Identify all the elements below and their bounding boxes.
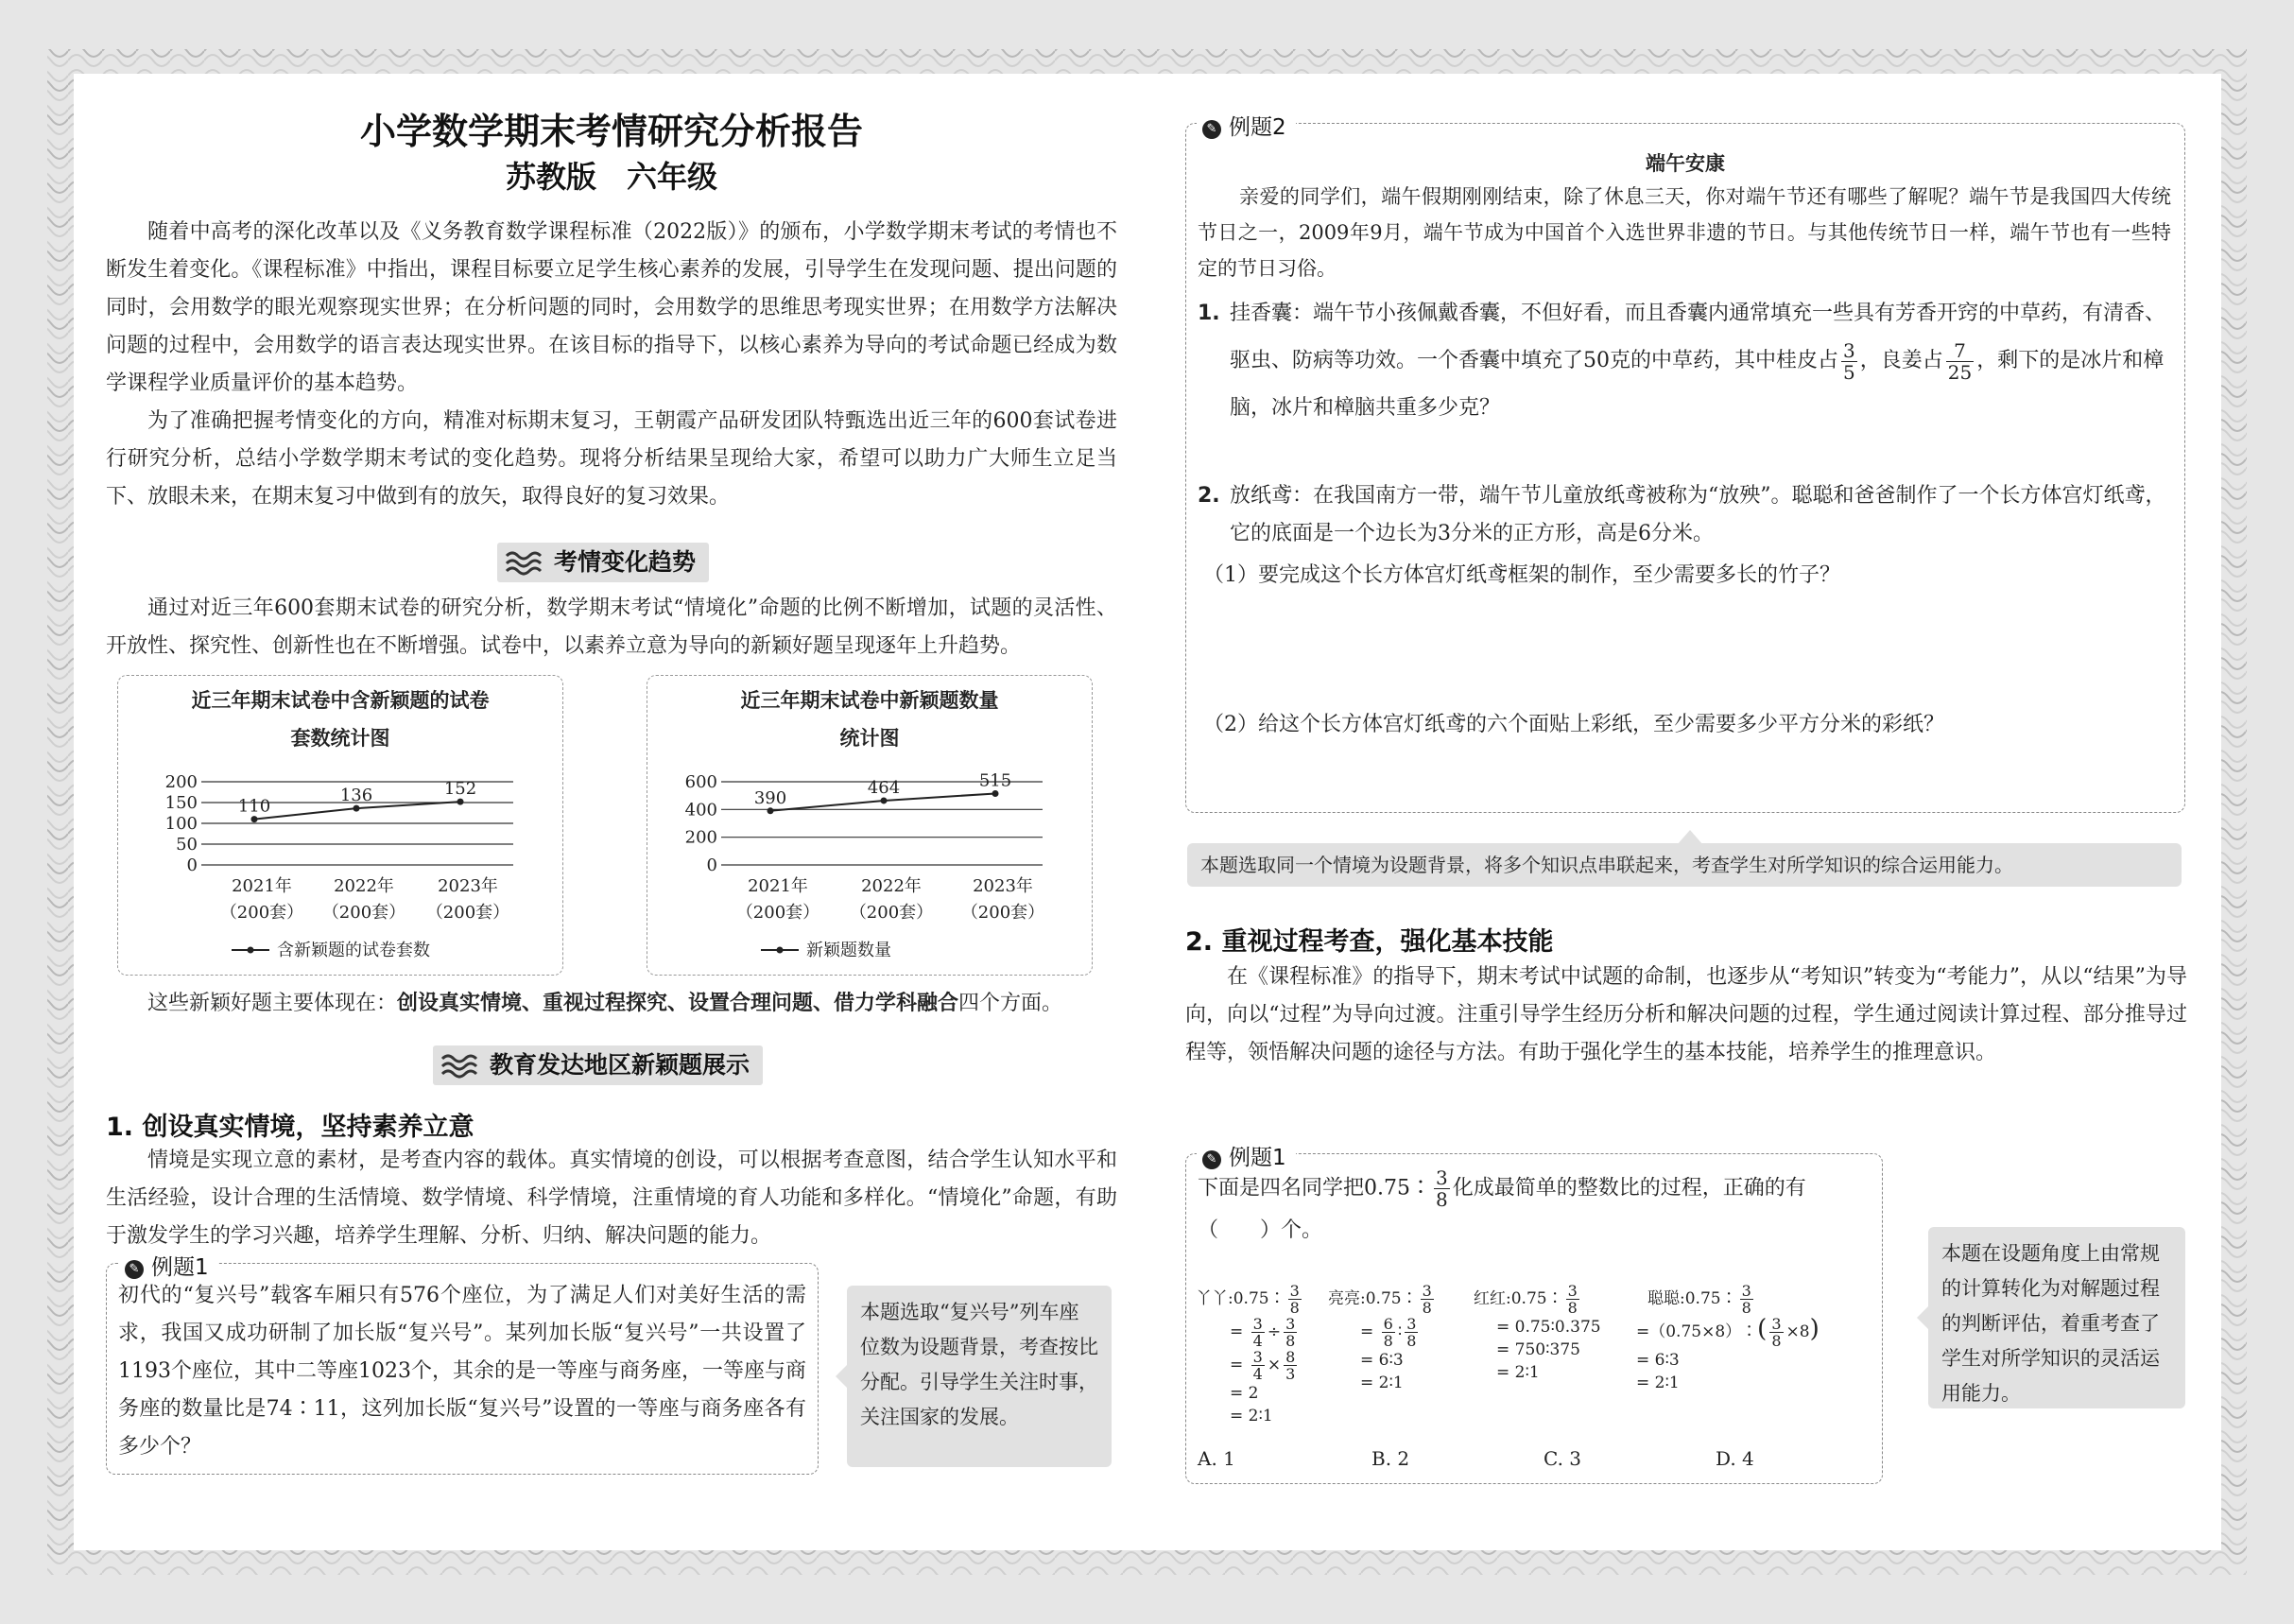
ll-line-2: = 6∶3 — [1360, 1351, 1404, 1370]
example-3-question-a: 下面是四名同学把0.75∶ — [1198, 1176, 1431, 1201]
legend-marker — [777, 947, 784, 954]
example-1-text: 初代的“复兴号”载客车厢只有576个座位，为了满足人们对美好生活的需求，我国又成功研制了加长版“复兴号”。某列加长版“复兴号”一共设置了1193个座位，其中二等座1023个，其余的是一等座与商务座，一等座与商务座的数量比是74∶11，这列加长版“复兴号”设置的一等座与商务座各有多少个？ — [118, 1284, 806, 1459]
fraction-denominator: 25 — [1947, 360, 1973, 384]
y-tick-label: 0 — [706, 855, 717, 875]
chart-2-title-line1: 近三年期末试卷中新颖题数量 — [740, 689, 999, 712]
section-2-text-block — [1185, 959, 2187, 1072]
ll-line-1: = $\frac{6}{8}$ ∶ $\frac{3}{8}$ — [1360, 1315, 1417, 1350]
x-tick-label: 2023年 — [973, 876, 1033, 896]
section-1-heading: 1. 创设真实情境，坚持素养立意 — [106, 1113, 474, 1142]
cc-line-3: = 2∶1 — [1636, 1373, 1680, 1392]
x-tick-sublabel: （200套） — [219, 903, 304, 923]
x-tick-sublabel: （200套） — [425, 903, 510, 923]
example-2-title: 端午安康 — [1646, 152, 1725, 175]
data-point — [992, 790, 999, 797]
question-2-part-2: （2）给这个长方体宫灯纸鸢的六个面贴上彩纸，至少需要多少平方分米的彩纸？ — [1203, 713, 1944, 736]
example-1-box — [106, 1263, 819, 1475]
example-3-box — [1185, 1153, 1883, 1484]
show-badge-label: 教育发达地区新颖题展示 — [490, 1051, 750, 1079]
yy-line-1b: = $\frac{3}{4}$ × $\frac{8}{3}$ — [1230, 1348, 1296, 1383]
y-tick-label: 0 — [186, 855, 198, 875]
data-label: 110 — [237, 796, 271, 817]
section-2-paragraph: 在《课程标准》的指导下，期末考试中试题的命制，也逐步从“考知识”转变为“考能力”，从以“结果”为导向，向以“过程”为导向过渡。注重引导学生经历分析和解决问题的过程，学生通过阅读计算过程、部分推导过程等，领悟解决问题的途径与方法。有助于强化学生的基本技能，培养学生的推理意识。 — [1185, 965, 2187, 1064]
example-3-note: 本题在设题角度上由常规的计算转化为对解题过程的判断评估，着重考查了学生对所学知识的灵活运用能力。 — [1928, 1227, 2185, 1408]
waves-icon — [505, 548, 546, 577]
chart-1-plot — [118, 676, 562, 975]
y-tick-label: 400 — [684, 800, 717, 821]
intro-paragraph-1: 随着中高考的深化改革以及《义务教育数学课程标准（2022版）》的颁布，小学数学期末考试的考情也不断发生着变化。《课程标准》中指出，课程目标要立足学生核心素养的发展，引导学生在发现问题、提出问题的同时，会用数学的眼光观察现实世界；在分析问题的同时，会用数学的思维思考现实世界；在用数学方法解决问题的过程中，会用数学的语言表达现实世界。在该目标的指导下，以核心素养为导向的考试命题已经成为数学课程学业质量评价的基本趋势。 — [106, 220, 1117, 395]
x-tick-label: 2023年 — [438, 876, 498, 896]
chart-2-title-line2: 统计图 — [839, 727, 900, 750]
example-2-intro: 亲爱的同学们，端午假期刚刚结束，除了休息三天，你对端午节还有哪些了解呢？端午节是我国四大传统节日之一，2009年9月，端午节成为中国首个入选世界非遗的节日。与其他传统节日一样，端午节也有一些特定的节日习俗。 — [1198, 185, 2171, 280]
hh-line-2: = 750∶375 — [1496, 1340, 1580, 1359]
x-tick-sublabel: （200套） — [960, 903, 1045, 923]
legend-label: 新颖题数量 — [806, 941, 891, 960]
option-a[interactable]: A. 1 — [1198, 1447, 1235, 1470]
intro-paragraph-2: 为了准确把握考情变化的方向，精准对标期末复习，王朝霞产品研发团队特甄选出近三年的600套试卷进行研究分析，总结小学数学期末考试的变化趋势。现将分析结果呈现给大家，希望可以助力广大师生立足当下、放眼未来，在期末复习中做到有的放矢，取得良好的复习效果。 — [106, 409, 1117, 509]
question-2-number: 2. — [1198, 484, 1220, 508]
page-title: 小学数学期末考情研究分析报告 — [359, 111, 863, 152]
data-label: 136 — [339, 786, 373, 806]
example-1-label — [119, 1250, 218, 1281]
hh-line-3: = 2∶1 — [1496, 1363, 1540, 1382]
student-yy-work — [1196, 1283, 1304, 1427]
calc-head: 0.75∶ — [1233, 1289, 1285, 1308]
x-tick-sublabel: （200套） — [735, 903, 820, 923]
question-2-text: 放纸鸢：在我国南方一带，端午节儿童放纸鸢被称为“放殃”。聪聪和爸爸制作了一个长方体宫灯纸鸢，它的底面是一个边长为3分米的正方形，高是6分米。 — [1230, 484, 2166, 545]
question-2-part-1: （1）要完成这个长方体宫灯纸鸢框架的制作，至少需要多长的竹子？ — [1203, 563, 1840, 587]
y-tick-label: 600 — [684, 772, 717, 792]
question-1-number: 1. — [1198, 302, 1220, 325]
example-2-label — [1197, 110, 1296, 141]
chart-1-box — [117, 675, 563, 976]
trend-paragraph: 通过对近三年600套期末试卷的研究分析，数学期末考试“情境化”命题的比例不断增加，试题的灵活性、开放性、探究性、创新性也在不断增强。试卷中，以素养立意为导向的新颖好题呈现逐年上升趋势。 — [106, 596, 1117, 658]
question-1-text-b: ，良姜占 — [1859, 349, 1943, 372]
y-tick-label: 200 — [164, 772, 198, 792]
data-point — [354, 805, 360, 812]
x-tick-label: 2022年 — [334, 876, 394, 896]
fraction-3-5 — [1841, 340, 1857, 383]
ll-head: 亮亮:0.75∶ $\frac{3}{8}$ — [1328, 1282, 1432, 1317]
student-cc-work — [1625, 1283, 1820, 1394]
option-d[interactable]: D. 4 — [1716, 1447, 1754, 1470]
yy-line-3: = 2∶1 — [1230, 1407, 1273, 1425]
yy-line-2: = 2 — [1230, 1384, 1259, 1403]
student-ll-work — [1328, 1283, 1437, 1394]
y-tick-label: 50 — [176, 835, 198, 855]
example-1-label-text: 例题1 — [151, 1255, 209, 1280]
chart-2-plot — [647, 676, 1092, 975]
question-2 — [1196, 477, 2173, 553]
section-2-heading: 2. 重视过程考查，强化基本技能 — [1185, 927, 1554, 957]
example-icon: ✎ — [1202, 120, 1221, 139]
page-sheet — [74, 74, 2221, 1550]
yy-head: 丫丫:0.75∶ $\frac{3}{8}$ — [1196, 1282, 1300, 1317]
example-3-label — [1197, 1140, 1296, 1171]
x-tick-sublabel: （200套） — [321, 903, 406, 923]
summary-bold: 创设真实情境、重视过程探究、设置合理问题、借力学科融合 — [397, 992, 959, 1015]
data-point — [881, 797, 888, 803]
fraction-numerator: 7 — [1946, 340, 1974, 362]
intro-block — [106, 214, 1117, 516]
section-1-text-block — [106, 1142, 1117, 1255]
x-tick-label: 2021年 — [232, 876, 292, 896]
chart-1-title-line1: 近三年期末试卷中含新颖题的试卷 — [191, 689, 490, 712]
waves-icon — [440, 1051, 482, 1080]
hh-head: 红红:0.75∶ $\frac{3}{8}$ — [1474, 1282, 1578, 1317]
example-1-note: 本题选取“复兴号”列车座位数为设题背景，考查按比分配。引导学生关注时事，关注国家的发展。 — [847, 1286, 1112, 1467]
example-2-box — [1185, 123, 2185, 813]
example-icon: ✎ — [1202, 1150, 1221, 1169]
question-1-text-a: 挂香囊：端午节小孩佩戴香囊，不但好看，而且香囊内通常填充一些具有芳香开窍的中草药，有清香、驱虫、防病等功效。一个香囊中填充了50克的中草药，其中桂皮占 — [1230, 302, 2166, 372]
example-3-question-b: 化成最简单的整数比的过程，正确的有（ ）个。 — [1198, 1176, 1806, 1242]
note-pointer — [1677, 828, 1703, 845]
fraction-numerator: 3 — [1436, 1166, 1448, 1189]
yy-line-1: = $\frac{3}{4}$ ÷ $\frac{3}{8}$ — [1230, 1315, 1296, 1350]
option-c[interactable]: C. 3 — [1544, 1447, 1582, 1470]
data-label: 515 — [978, 770, 1012, 791]
question-1 — [1196, 290, 2173, 432]
cc-line-2: = 6∶3 — [1636, 1351, 1680, 1370]
trend-text-block — [106, 590, 1117, 665]
hh-line-1: = 0.75∶0.375 — [1496, 1318, 1601, 1337]
example-2-label-text: 例题2 — [1229, 115, 1286, 140]
option-b[interactable]: B. 2 — [1371, 1447, 1410, 1470]
page-subtitle: 苏教版 六年级 — [505, 159, 717, 195]
y-tick-label: 200 — [684, 827, 717, 848]
x-tick-sublabel: （200套） — [849, 903, 934, 923]
cc-line-1: =（0.75×8）∶( $\frac{3}{8}$ ×8) — [1636, 1315, 1820, 1350]
summary-line — [106, 985, 1117, 1023]
example-icon: ✎ — [125, 1260, 144, 1279]
chart-2-box — [647, 675, 1093, 976]
data-point — [251, 816, 258, 822]
example-2-intro-block — [1198, 179, 2171, 286]
fraction-7-25 — [1946, 340, 1974, 383]
y-tick-label: 150 — [164, 793, 198, 813]
x-tick-label: 2022年 — [861, 876, 922, 896]
fraction-numerator: 3 — [1843, 338, 1855, 362]
ll-line-3: = 2∶1 — [1360, 1373, 1404, 1392]
legend-label: 含新颖题的试卷套数 — [277, 941, 430, 960]
student-name: 亮亮 — [1328, 1289, 1360, 1308]
example-3-label-text: 例题1 — [1229, 1146, 1286, 1170]
fraction-denominator: 5 — [1843, 360, 1855, 384]
student-name: 丫丫 — [1196, 1289, 1228, 1308]
fraction-denominator: 8 — [1436, 1188, 1448, 1211]
student-name: 红红 — [1474, 1289, 1506, 1308]
summary-post: 四个方面。 — [958, 992, 1063, 1015]
trend-badge-label: 考情变化趋势 — [554, 548, 697, 576]
student-hh-work — [1474, 1283, 1601, 1384]
data-label: 464 — [867, 777, 901, 798]
chart-1-title-line2: 套数统计图 — [290, 727, 390, 750]
show-section-badge — [433, 1045, 763, 1085]
cc-head: 聪聪:0.75∶ $\frac{3}{8}$ — [1647, 1282, 1751, 1317]
data-point — [457, 799, 464, 805]
y-tick-label: 100 — [164, 814, 198, 834]
section-1-paragraph: 情境是实现立意的素材，是考查内容的载体。真实情境的创设，可以根据考查意图，结合学生认知水平和生活经验，设计合理的生活情境、数学情境、科学情境，注重情境的育人功能和多样化。“情境化”命题，有助于激发学生的学习兴趣，培养学生理解、分析、归纳、解决问题的能力。 — [106, 1149, 1117, 1248]
example-2-note: 本题选取同一个情境为设题背景，将多个知识点串联起来，考查学生对所学知识的综合运用能力。 — [1187, 843, 2182, 887]
summary-pre: 这些新颖好题主要体现在： — [147, 992, 398, 1015]
legend-marker — [248, 947, 254, 954]
question-1-text-c: ，剩下的是冰片和樟脑，冰片和樟脑共重多少克？ — [1230, 349, 2165, 420]
example-3-question — [1198, 1167, 1871, 1252]
x-tick-label: 2021年 — [748, 876, 808, 896]
fraction-3-8 — [1434, 1167, 1450, 1210]
data-label: 152 — [443, 779, 477, 800]
student-name: 聪聪 — [1647, 1289, 1680, 1308]
data-point — [768, 807, 774, 814]
data-label: 390 — [753, 787, 787, 808]
trend-section-badge — [497, 543, 709, 582]
